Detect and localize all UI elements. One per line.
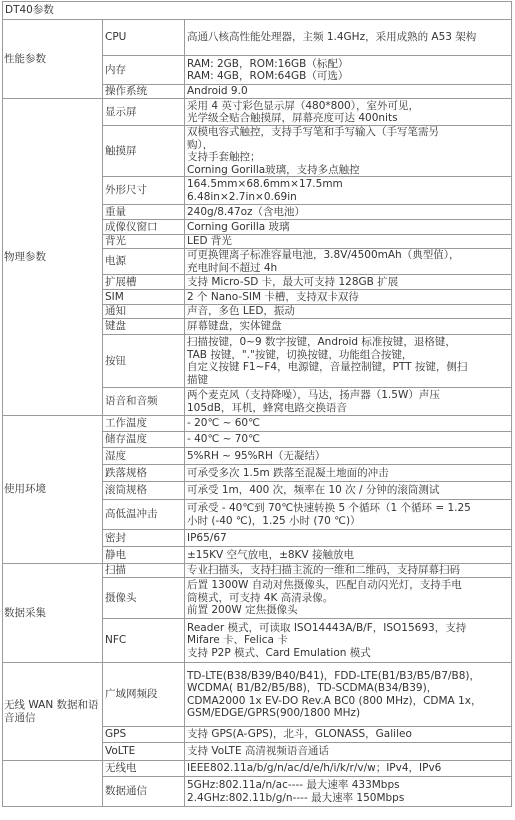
value-line: TD-LTE(B38/B39/B40/B41)，FDD-LTE(B1/B3/B5/B7/B8)，	[187, 669, 481, 682]
category-cell: 使用环境	[3, 416, 103, 564]
value-line: 支持 GPS(A-GPS)，北斗，GLONASS，Galileo	[187, 728, 412, 741]
param-value	[185, 465, 512, 482]
param-label: NFC	[103, 619, 185, 663]
param-label: 触摸屏	[103, 126, 185, 177]
value-line: 充电时间不超过 4h	[187, 261, 278, 274]
value-line: 可承受 - 40℃到 70℃快速转换 5 个循环（1 个循环 = 1.25	[187, 502, 471, 514]
value-line: IP65/67	[187, 531, 227, 544]
table-row	[3, 20, 512, 56]
table-row	[3, 99, 512, 126]
param-label: 扩展槽	[103, 275, 185, 290]
value-line: Corning Gorilla 玻璃	[187, 220, 290, 233]
value-line: 5GHz:802.11a/n/ac---- 最大速率 433Mbps	[187, 779, 400, 791]
value-line: Corning Gorilla玻璃，支持多点触控	[187, 163, 360, 176]
value-line: 屏幕键盘，实体键盘	[187, 320, 282, 333]
value-line: 后置 1300W 自动对焦摄像头，匹配自动闪光灯，支持手电	[187, 579, 462, 592]
value-line: 6.48in×2.7in×0.69in	[187, 190, 297, 203]
param-label: VoLTE	[103, 743, 185, 761]
param-value	[185, 743, 512, 761]
value-line: Mifare 卡、Felica 卡	[187, 634, 288, 647]
param-label: SIM	[103, 290, 185, 305]
param-label: 湿度	[103, 448, 185, 465]
param-value	[185, 727, 512, 743]
category-cell: 物理参数	[3, 99, 103, 416]
value-line: Reader 模式，可读取 ISO14443A/B/F，ISO15693，支持	[187, 621, 467, 634]
title-row	[3, 2, 512, 20]
value-line: 光学级全贴合触摸屏，屏幕亮度可达 400nits	[187, 112, 398, 124]
value-line: RAM: 2GB，ROM:16GB（标配）	[187, 57, 349, 70]
value-line: 筒模式，可支持 4K 高清录像。	[187, 591, 334, 604]
param-value	[185, 177, 512, 205]
param-value	[185, 20, 512, 56]
param-value	[185, 235, 512, 249]
value-line: 2.4GHz:802.11b/g/n---- 最大速率 150Mbps	[187, 791, 405, 804]
param-label: 储存温度	[103, 432, 185, 448]
value-line: GSM/EDGE/GPRS(900/1800 MHz)	[187, 707, 361, 719]
value-line: 5%RH ~ 95%RH（无凝结）	[187, 449, 326, 462]
param-value	[185, 220, 512, 235]
param-value	[185, 305, 512, 319]
value-line: IEEE802.11a/b/g/n/ac/d/e/h/i/k/r/v/w；IPv4，IPv6	[187, 762, 442, 775]
value-line: 支持 VoLTE 高清视频语音通话	[187, 745, 329, 758]
value-line: 可承受多次 1.5m 跌落至混凝土地面的冲击	[187, 466, 389, 479]
table-title: DT40参数	[3, 2, 512, 20]
value-line: 购），	[187, 138, 214, 151]
param-label: GPS	[103, 727, 185, 743]
value-line: 可承受 1m，400 次，频率在 10 次 / 分钟的滚筒测试	[187, 484, 440, 497]
value-line: 自定义按键 F1~F4，电源键，音量控制键，PTT 按键，侧扫	[187, 361, 468, 373]
param-label: 扫描	[103, 564, 185, 578]
param-value	[185, 275, 512, 290]
value-line: 支持手套触控；	[187, 151, 261, 163]
value-line: 描键	[187, 373, 208, 386]
table-row	[3, 761, 512, 777]
value-line: - 20℃ ~ 60℃	[187, 417, 260, 430]
param-label: 数据通信	[103, 777, 185, 807]
param-label: 按钮	[103, 335, 185, 388]
param-label: 重量	[103, 205, 185, 220]
param-label: 无线电	[103, 761, 185, 777]
category-cell: 性能参数	[3, 20, 103, 99]
value-line: 扫描按键，0~9 数字按键，Android 标准按键，退格键，	[187, 336, 456, 348]
param-label: 静电	[103, 547, 185, 564]
value-line: 支持 P2P 模式、Card Emulation 模式	[187, 646, 371, 659]
param-value	[185, 448, 512, 465]
param-value	[185, 85, 512, 99]
value-line: CDMA2000 1x EV-DO Rev.A BC0 (800 MHz)，CDMA 1x，	[187, 694, 482, 707]
param-label: 密封	[103, 530, 185, 547]
table-row	[3, 564, 512, 578]
value-line: TAB 按键，"."按键，切换按键，功能组合按键，	[187, 348, 413, 361]
param-value	[185, 388, 512, 416]
value-line: 2 个 Nano-SIM 卡槽，支持双卡双待	[187, 290, 359, 303]
param-value	[185, 500, 512, 530]
value-line: 前置 200W 定焦摄像头	[187, 604, 298, 617]
param-label: 成像仪窗口	[103, 220, 185, 235]
value-line: - 40℃ ~ 70℃	[187, 433, 260, 446]
value-line: WCDMA( B1/B2/B5/B8)，TD-SCDMA(B34/B39)，	[187, 682, 438, 694]
param-label: 键盘	[103, 319, 185, 335]
category-cell: 数据采集	[3, 564, 103, 663]
value-line: 高通八核高性能处理器，主频 1.4GHz，采用成熟的 A53 架构	[187, 31, 477, 44]
param-value	[185, 564, 512, 578]
param-label: 广域网频段	[103, 663, 185, 727]
param-value	[185, 126, 512, 177]
param-value	[185, 578, 512, 619]
param-value	[185, 99, 512, 126]
param-label: 工作温度	[103, 416, 185, 432]
param-label: 背光	[103, 235, 185, 249]
param-label: 高低温冲击	[103, 500, 185, 530]
value-line: RAM: 4GB，ROM:64GB（可选）	[187, 70, 349, 82]
param-value	[185, 416, 512, 432]
param-value	[185, 761, 512, 777]
param-value	[185, 482, 512, 500]
param-label: 外形尺寸	[103, 177, 185, 205]
category-cell	[3, 761, 103, 807]
table-row	[3, 663, 512, 727]
param-value	[185, 432, 512, 448]
param-label: 滚筒规格	[103, 482, 185, 500]
value-line: 164.5mm×68.6mm×17.5mm	[187, 178, 343, 190]
value-line: LED 背光	[187, 235, 232, 248]
value-line: 支持 Micro-SD 卡，最大可支持 128GB 扩展	[187, 275, 399, 288]
param-label: 通知	[103, 305, 185, 319]
value-line: 240g/8.47oz（含电池）	[187, 205, 306, 218]
value-line: 声音，多色 LED，振动	[187, 305, 295, 318]
value-line: 双模电容式触控，支持手写笔和手写输入（手写笔需另	[187, 126, 439, 138]
table-row	[3, 416, 512, 432]
param-value	[185, 530, 512, 547]
param-label: 跌落规格	[103, 465, 185, 482]
param-value	[185, 249, 512, 275]
value-line: ±15KV 空气放电，±8KV 接触放电	[187, 548, 354, 561]
spec-table	[2, 1, 512, 807]
category-cell: 无线 WAN 数据和语音通信	[3, 663, 103, 761]
param-label: 操作系统	[103, 85, 185, 99]
param-value	[185, 290, 512, 305]
param-value	[185, 619, 512, 663]
value-line: 两个麦克风（支持降噪），马达，扬声器（1.5W）声压	[187, 389, 440, 401]
param-label: 语音和音频	[103, 388, 185, 416]
param-label: 显示屏	[103, 99, 185, 126]
value-line: 可更换锂离子标准容量电池，3.8V/4500mAh（典型值），	[187, 249, 460, 261]
param-label: 电源	[103, 249, 185, 275]
param-value	[185, 335, 512, 388]
spec-table-body	[3, 2, 512, 807]
value-line: 专业扫描头，支持扫描主流的一维和二维码，支持屏幕扫码	[187, 564, 460, 577]
value-line: 采用 4 英寸彩色显示屏（480*800），室外可见，	[187, 99, 419, 112]
param-value	[185, 205, 512, 220]
value-line: 小时 (-40 ℃)，1.25 小时 (70 ℃)）	[187, 514, 361, 527]
value-line: 105dB，耳机，蜂窝电路交换语音	[187, 401, 347, 414]
value-line: Android 9.0	[187, 85, 248, 98]
param-label: 内存	[103, 56, 185, 85]
param-value	[185, 547, 512, 564]
param-value	[185, 663, 512, 727]
param-value	[185, 777, 512, 807]
param-value	[185, 56, 512, 85]
param-label: 摄像头	[103, 578, 185, 619]
param-label: CPU	[103, 20, 185, 56]
param-value	[185, 319, 512, 335]
